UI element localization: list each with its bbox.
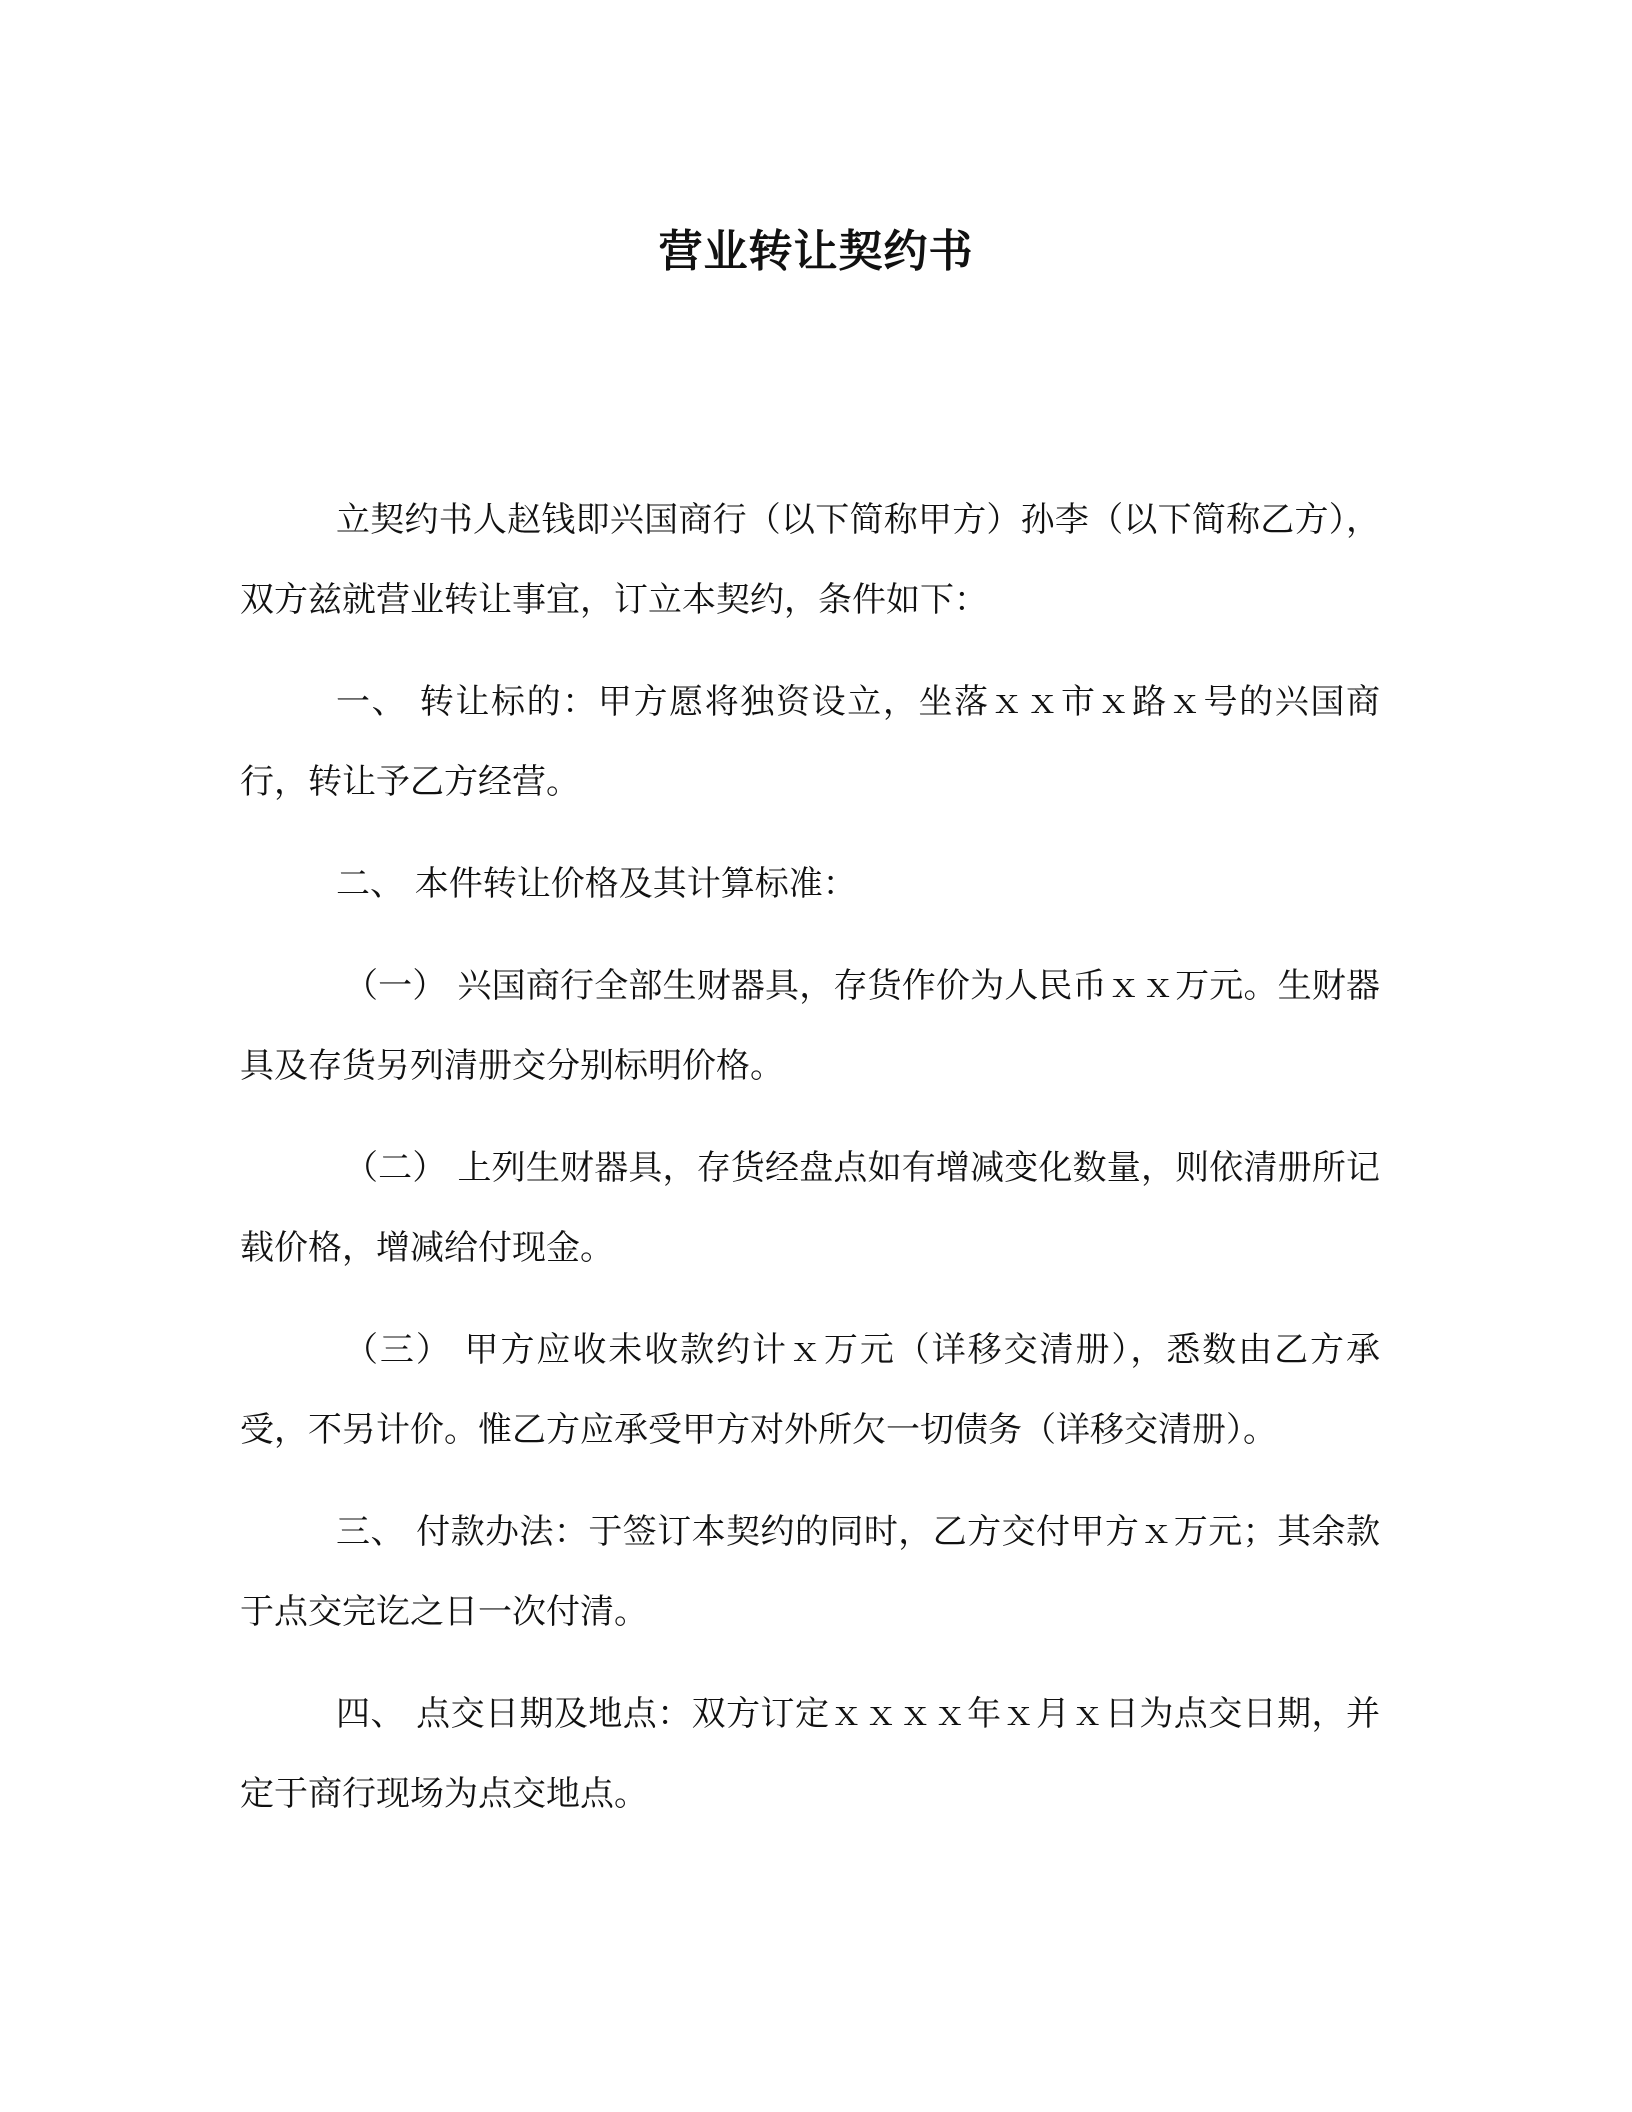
paragraph-clause-2-item-1: （一） 兴国商行全部生财器具，存货作价为人民币ｘｘ万元。生财器具及存货另列清册交分别标明价格。: [240, 966, 1380, 1086]
paragraph-clause-2-item-2: （二） 上列生财器具，存货经盘点如有增减变化数量，则依清册所记载价格，增减给付现金。: [240, 1148, 1380, 1268]
paragraph-clause-2: 二、 本件转让价格及其计算标准：: [336, 864, 857, 904]
paragraph-preamble: 立契约书人赵钱即兴国商行（以下简称甲方）孙李（以下简称乙方），双方兹就营业转让事宜，订立本契约，条件如下：: [240, 500, 1380, 620]
paragraph-clause-4: 四、 点交日期及地点：双方订定ｘｘｘｘ年ｘ月ｘ日为点交日期，并定于商行现场为点交地点。: [240, 1694, 1380, 1814]
paragraph-clause-1: 一、 转让标的：甲方愿将独资设立，坐落ｘｘ市ｘ路ｘ号的兴国商行，转让予乙方经营。: [240, 682, 1380, 802]
document-title: 营业转让契约书: [658, 226, 974, 277]
paragraph-clause-2-item-3: （三） 甲方应收未收款约计ｘ万元（详移交清册），悉数由乙方承受，不另计价。惟乙方应承受甲方对外所欠一切债务（详移交清册）。: [240, 1330, 1380, 1450]
paragraph-clause-3: 三、 付款办法：于签订本契约的同时，乙方交付甲方ｘ万元；其余款于点交完讫之日一次付清。: [240, 1512, 1380, 1632]
document-body: [240, 480, 1380, 1856]
